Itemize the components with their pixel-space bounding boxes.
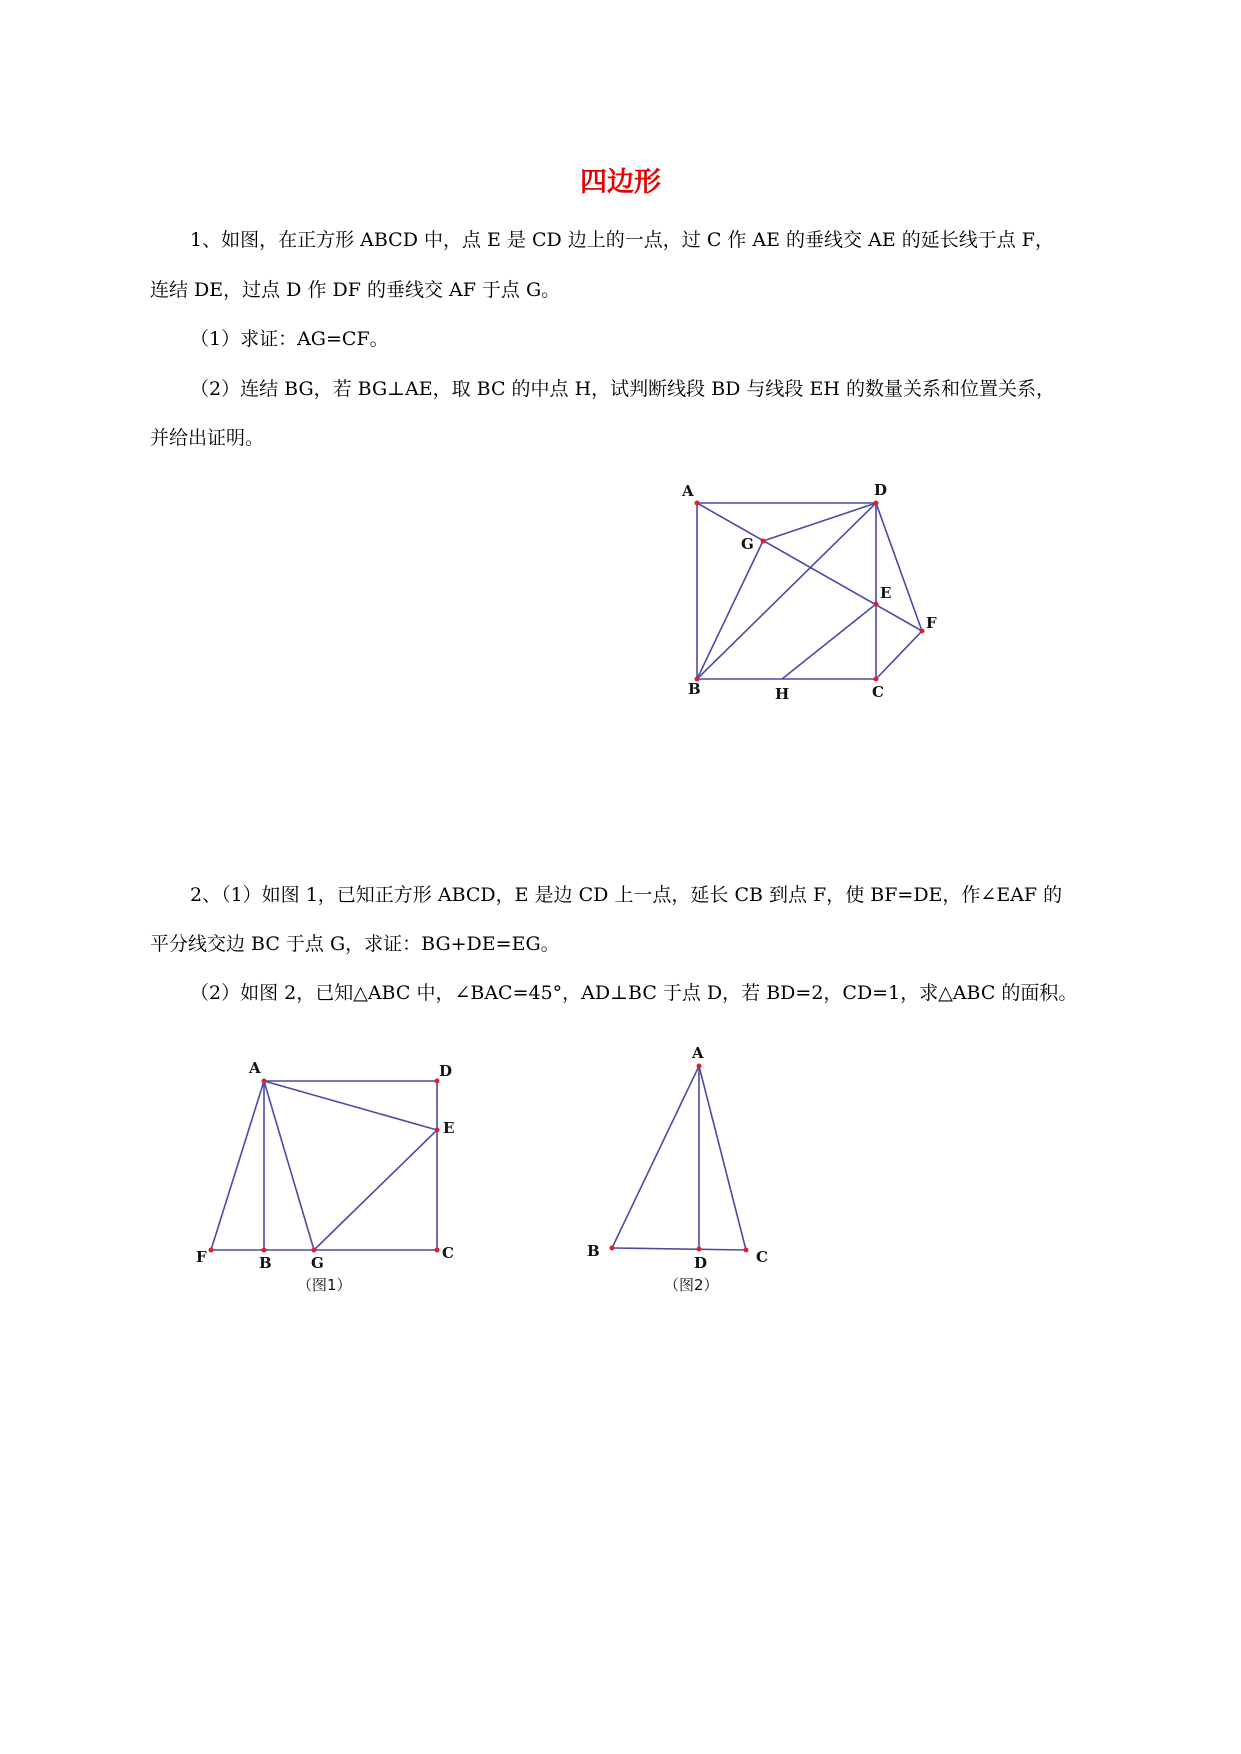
point-g <box>761 539 766 544</box>
label-g: G <box>741 535 754 553</box>
point-b <box>610 1246 615 1251</box>
label-e: E <box>880 584 892 602</box>
point-d <box>697 1247 702 1252</box>
point-e <box>874 602 879 607</box>
segment-bc <box>612 1248 746 1250</box>
figure-1-square <box>196 1059 454 1294</box>
q1-line1: 1、如图，在正方形 ABCD 中，点 E 是 CD 边上的一点，过 C 作 AE 的垂线交 AE 的延长线于点 F， <box>190 229 1054 251</box>
segment-ag <box>264 1081 314 1250</box>
point-d <box>874 501 879 506</box>
point-a <box>262 1079 267 1084</box>
point-g <box>312 1248 317 1253</box>
point-b <box>262 1248 267 1253</box>
segment-af <box>211 1081 264 1250</box>
caption-fig2: （图2） <box>664 1276 719 1294</box>
segment-df <box>876 503 922 631</box>
segment-ge <box>314 1130 437 1250</box>
segment-ac <box>699 1066 746 1250</box>
figure-square-abcd <box>681 481 937 703</box>
point-a <box>695 501 700 506</box>
point-c <box>874 677 879 682</box>
q1-part1: （1）求证：AG=CF。 <box>190 328 389 350</box>
q2-part2: （2）如图 2，已知△ABC 中，∠BAC=45°，AD⊥BC 于点 D，若 BD=2，CD=1，求△ABC 的面积。 <box>190 982 1078 1004</box>
segment-ae <box>264 1081 437 1130</box>
q2-line2: 平分线交边 BC 于点 G，求证：BG+DE=EG。 <box>150 933 560 955</box>
label-d: D <box>694 1254 708 1272</box>
segment-dg <box>763 503 876 541</box>
figure-2-triangle <box>587 1044 768 1294</box>
square-outline-fig1 <box>264 1081 437 1250</box>
q2-line1: 2、（1）如图 1，已知正方形 ABCD，E 是边 CD 上一点，延长 CB 到点 F，使 BF=DE，作∠EAF 的 <box>190 884 1063 906</box>
point-f <box>209 1248 214 1253</box>
label-b: B <box>587 1242 600 1260</box>
point-a <box>697 1064 702 1069</box>
label-c: C <box>442 1244 454 1262</box>
segment-af <box>697 503 922 631</box>
label-c: C <box>872 683 884 701</box>
label-f: F <box>926 614 937 632</box>
label-g: G <box>311 1254 324 1272</box>
caption-fig1: （图1） <box>297 1276 352 1294</box>
label-d: D <box>439 1062 453 1080</box>
point-c <box>744 1248 749 1253</box>
page-title: 四边形 <box>580 167 661 198</box>
label-b: B <box>688 680 701 698</box>
label-a: A <box>692 1044 704 1062</box>
label-b: B <box>259 1254 272 1272</box>
label-a: A <box>682 482 694 500</box>
segment-eh <box>782 604 876 679</box>
segment-bg <box>697 541 763 679</box>
label-d: D <box>874 481 888 499</box>
point-e <box>435 1128 440 1133</box>
segment-ab <box>612 1066 699 1248</box>
label-e: E <box>443 1119 455 1137</box>
point-c <box>435 1248 440 1253</box>
label-c: C <box>756 1248 768 1266</box>
segment-cf <box>876 631 922 679</box>
label-f: F <box>196 1248 207 1266</box>
segment-bd <box>697 503 876 679</box>
label-h: H <box>775 685 790 703</box>
q1-line2: 连结 DE，过点 D 作 DF 的垂线交 AF 于点 G。 <box>150 279 561 301</box>
label-a: A <box>249 1059 261 1077</box>
q1-part2-line1: （2）连结 BG，若 BG⊥AE，取 BC 的中点 H，试判断线段 BD 与线段 EH 的数量关系和位置关系， <box>190 378 1055 400</box>
q1-part2-line2: 并给出证明。 <box>150 427 265 449</box>
point-f <box>920 629 925 634</box>
